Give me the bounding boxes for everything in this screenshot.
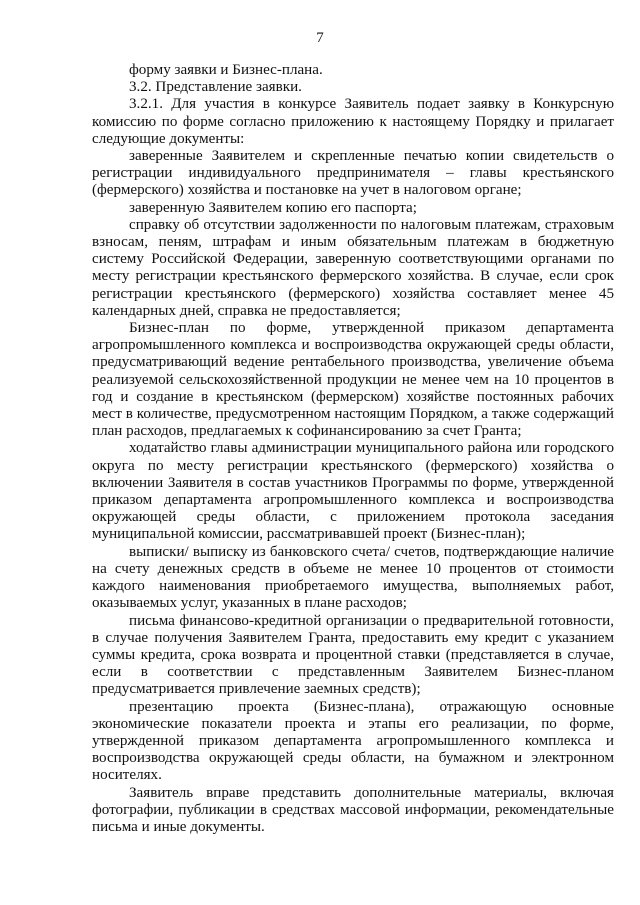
document-body — [92, 62, 614, 836]
list-item-passport: заверенную Заявителем копию его паспорта; — [129, 199, 417, 216]
paragraph-continuation: форму заявки и Бизнес-плана. — [129, 62, 323, 78]
paragraph-additional-materials: Заявитель вправе представить дополнительные материалы, включая фотографии, публикации в средствах массовой информации, рекомендательные письма и иные документы. — [92, 784, 614, 835]
paragraph-3-2-1: 3.2.1. Для участия в конкурсе Заявитель подает заявку в Конкурсную комиссию по форме согласно приложению к настоящему Порядку и прилагает следующие документы: — [92, 96, 614, 147]
list-item-presentation: презентацию проекта (Бизнес-плана), отражающую основные экономические показатели проекта и этапы его реализации, по форме, утвержденной приказом департамента агропромышленного комплекса и воспроизводства окружающей среды области, на бумажном и электронном носителях. — [92, 698, 614, 784]
page-number: 7 — [316, 30, 324, 46]
list-item-petition: ходатайство главы администрации муниципального района или городского округа по месту регистрации крестьянского (фермерского) хозяйства о включении Заявителя в состав участников Программы по форме, утвержденной приказом департамента агропромышленного комплекса и воспроизводства окружающей среды области, с приложением протокола заседания муниципальной комиссии, рассматривавшей проект (Бизнес-план); — [92, 440, 614, 543]
list-item-bank-statement: выписки/ выписку из банковского счета/ счетов, подтверждающие наличие на счету денежных средств в объеме не менее 10 процентов от стоимости каждого наименования приобретаемого имущества, выполняемых работ, оказываемых услуг, указанных в плане расходов; — [92, 543, 614, 612]
list-item-tax-certificate: справку об отсутствии задолженности по налоговым платежам, страховым взносам, пеням, штрафам и иным обязательным платежам в бюджетную систему Российской Федерации, заверенную соответствующими органами по месту регистрации крестьянского фермерского хозяйства. В случае, если срок регистрации крестьянского (фермерского) хозяйства составляет менее 45 календарных дней, справка не предоставляется; — [92, 216, 614, 319]
list-item-certificates: заверенные Заявителем и скрепленные печатью копии свидетельств о регистрации индивидуального предпринимателя – главы крестьянского (фермерского) хозяйства и постановке на учет в налоговом органе; — [92, 148, 614, 199]
list-item-business-plan: Бизнес-план по форме, утвержденной приказом департамента агропромышленного комплекса и воспроизводства окружающей среды области, предусматривающий ведение рентабельного производства, увеличение объема реализуемой сельскохозяйственной продукции не менее чем на 10 процентов в год и создание в крестьянском (фермерском) хозяйстве постоянных рабочих мест в количестве, предусмотренном настоящим Порядком, а также содержащий план расходов, предлагаемых к софинансированию за счет Гранта; — [92, 320, 614, 440]
section-heading-3-2: 3.2. Представление заявки. — [129, 79, 302, 96]
list-item-credit-letters: письма финансово-кредитной организации о предварительной готовности, в случае получения Заявителем Гранта, предоставить ему кредит с указанием суммы кредита, срока возврата и процентной ставки (представляется в случае, если в соответствии с представленным Заявителем Бизнес-планом предусматривается привлечение заемных средств); — [92, 612, 614, 698]
